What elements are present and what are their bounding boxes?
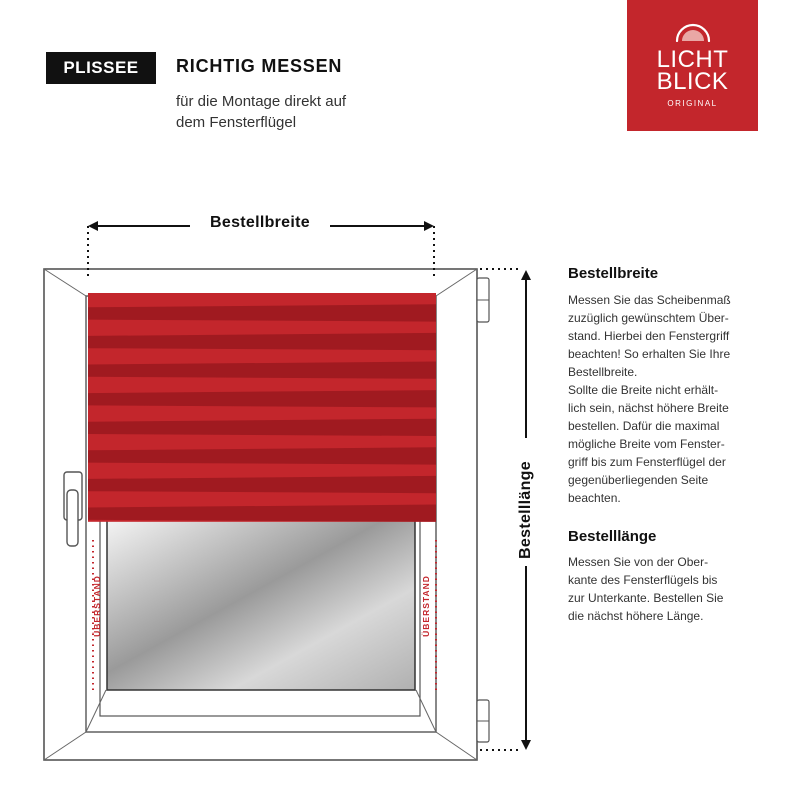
width-description [568,291,783,507]
logo-text-licht: LICHT [656,46,729,73]
overhang-label-left: ÜBERSTAND [92,575,102,637]
page-title: RICHTIG MESSEN [176,56,343,76]
text-line: beachten. [568,491,621,505]
text-line: zur Unterkante. Bestellen Sie [568,591,724,605]
text-line: Messen Sie das Scheibenmaß [568,293,731,307]
blind-pleat [88,505,436,522]
text-line: Sollte die Breite nicht erhält- [568,383,719,397]
subtitle-line: dem Fensterflügel [176,114,297,131]
text-line: beachten! So erhalten Sie Ihre [568,347,731,361]
subtitle-line: für die Montage direkt auf [176,93,347,110]
length-description [568,553,783,625]
text-line: zuzüglich gewünschtem Über- [568,311,729,325]
text-line: Bestellbreite. [568,365,638,379]
text-line: stand. Hierbei den Fenstergriff [568,329,730,343]
logo-text-blick: BLICK [656,68,729,95]
text-line: lich sein, nächst höhere Breite [568,401,729,415]
text-line: mögliche Breite vom Fenster- [568,437,725,451]
window-handle-grip [67,490,78,546]
blind-pleat [88,419,436,436]
width-heading: Bestellbreite [568,265,659,282]
blind-pleat [88,476,436,493]
text-line: Messen Sie von der Ober- [568,555,709,569]
text-line: bestellen. Dafür die maximal [568,419,720,433]
text-line: gegenüberliegenden Seite [568,473,709,487]
window-glass [107,520,415,690]
blind-pleat [88,390,436,407]
blind-pleat [88,304,436,321]
pleated-blind [88,293,436,522]
product-badge: PLISSEE [46,52,156,84]
blind-pleat [88,362,436,379]
length-heading: Bestelllänge [568,528,657,545]
blind-pleat [88,447,436,464]
text-line: die nächst höhere Länge. [568,609,704,623]
blind-pleat [88,333,436,350]
overhang-label-right: ÜBERSTAND [421,575,431,637]
logo-text-original: ORIGINAL [667,99,718,108]
text-line: griff bis zum Fensterflügel der [568,455,726,469]
width-dimension-label: Bestellbreite [210,214,310,231]
length-dimension-label: Bestelllänge [517,461,534,559]
text-line: kante des Fensterflügels bis [568,573,718,587]
